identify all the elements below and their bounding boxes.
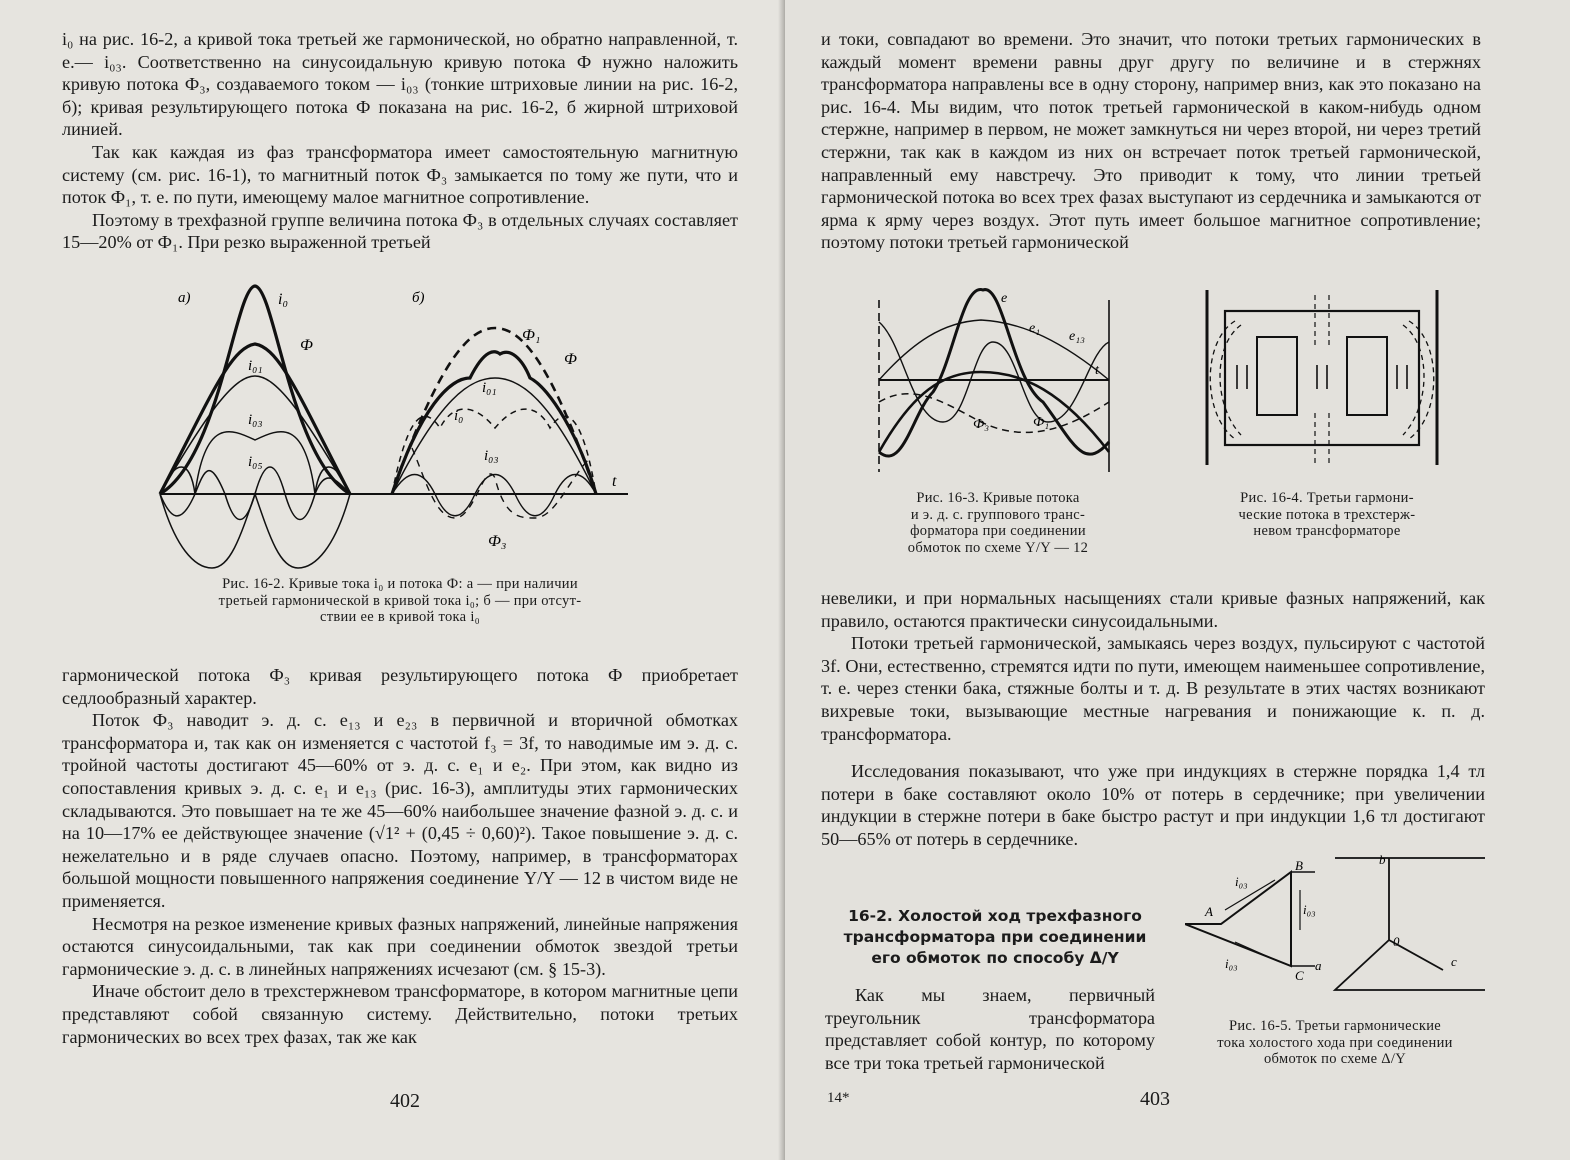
signature-mark: 14* [827,1090,850,1106]
paragraph: Так как каждая из фаз трансформатора имеет самостоятельную магнитную систему (см. рис. 16-1), то магнитный поток Ф₃ замыкается по тому же пути, что и поток Ф₁, т. е. по пути, имеющему малое магнитное сопротивление. [62,141,738,208]
figure-16-3-caption [863,490,1133,556]
curve-i03-b [392,475,596,516]
text-block-bottom [825,984,1155,1074]
paragraph: Потоки третьей гармонической, замыкаясь через воздух, пульсируют с частотой 3f. Они, естественно, стремятся идти по пути, имеющем наименьшее сопротивление, т. е. через стенки бака, стяжные болты и т. д. В результате в этих частях возникают вихревые токи, вызывающие местные нагревания и понижающие к. п. д. трансформатора. [821,633,1485,744]
caption-line: тока холостого хода при соединении [1217,1034,1453,1051]
label-i01-b: i₀₁ [482,380,497,396]
fig-label-a: а) [178,290,191,306]
paragraph: гармонической потока Ф₃ кривая результирующего потока Ф приобретает седлообразный характер. [62,665,738,708]
paragraph: Иначе обстоит дело в трехстержневом трансформаторе, в котором магнитные цепи представляют собой связанную систему. Действительно, потоки третьих гармонических во всех трех фазах, так же как [62,981,738,1047]
text-block-top [821,28,1481,254]
label-i05: i₀₅ [248,454,263,470]
figure-16-5-caption [1175,1018,1495,1068]
text-block-bottom [62,664,738,1048]
section-heading [825,906,1165,969]
curve-phi-b [392,352,596,494]
label-i03-bottom: i₀₃ [1225,956,1238,971]
caption-line: и э. д. с. группового транс- [910,506,1086,523]
label-A: A [1205,904,1213,919]
page-number: 402 [390,1090,420,1112]
curve-phi3-b [412,448,590,518]
paragraph: и токи, совпадают во времени. Это значит, что потоки третьих гармонических в каждый момент времени равны друг другу по величине и в стержнях трансформатора направлены все в одну сторону, например вниз, как это показано на рис. 16-4. Мы видим, что поток третьей гармонической в каком-нибудь одном стержне, например в первом, не может замкнуться ни через второй, ни через третий стержни, так как в каждом из них он встречает поток третьей гармонической, направленный ему навстречу. Это приводит к тому, что линии третьей гармонической потока во всех трех фазах выступают из сердечника и замыкаются от ярма к ярму через воздух. Этот путь имеет большое магнитное сопротивление; поэтому потоки третьей гармонической [821,29,1481,253]
heading-line: трансформатора при соединении [843,928,1147,946]
caption-line: обмоток по схеме Y/Y — 12 [907,539,1089,556]
paragraph: Поток Ф₃ наводит э. д. с. e₁₃ и e₂₃ в первичной и вторичной обмотках трансформатора и, так как он изменяется с частотой f₃ = 3f, то наводимые им э. д. с. тройной частоты достигают 45—60% от э. д. с. e₁ и e₂. При этом, как видно из сопоставления кривых э. д. с. e₁ и e₁₃ (рис. 16-3), амплитуды этих гармонических складываются. Это повышает на те же 45—60% наибольшее значение фазной э. д. с. и на 10—17% ее действующее значение (√1² + (0,45 ÷ 0,60)²). Такое повышение э. д. с. нежелательно и в ряде случаев опасно. Поэтому, например, в трансформаторах большой мощности повышенного напряжения соединение Y/Y — 12 в чистом виде не применяется. [62,710,738,911]
label-i0: i₀ [278,291,289,308]
label-e: e [1001,291,1008,306]
label-a: a [1315,958,1322,973]
label-phi3: Ф₃ [488,533,507,550]
caption-line: ческие потока в трехстерж- [1238,506,1416,523]
caption-line: Рис. 16-4. Третьи гармони- [1240,490,1414,506]
heading-line: его обмоток по способу Δ/Y [871,949,1119,967]
caption-line: обмоток по схеме Δ/Y [1263,1051,1407,1067]
paragraph: i₀ на рис. 16-2, а кривой тока третьей же гармонической, но обратно направленной, т. е.— i₀₃. Соответственно на синусоидальную кривую потока Ф нужно наложить кривую потока Ф₃, создаваемого током — i₀₃ (тонкие штриховые линии на рис. 16-2, б); кривая результирующего потока Ф показана на рис. 16-2, б жирной штриховой линией. [62,29,738,140]
label-i03-top: i₀₃ [1235,874,1248,889]
label-c: c [1451,954,1457,969]
caption-line: форматора при соединении [910,523,1086,539]
caption-line: невом трансформаторе [1253,523,1401,539]
label-B: B [1295,858,1303,873]
label-C: C [1295,968,1304,983]
curve-phi1 [879,372,1109,452]
label-phi1: Ф₁ [1033,415,1050,430]
label-i01: i₀₁ [248,358,263,374]
fig-label-b: б) [412,290,425,306]
label-b: b [1379,852,1386,867]
page-403 [785,0,1570,1160]
label-i03: i₀₃ [248,412,263,428]
paragraph: Несмотря на резкое изменение кривых фазных напряжений, линейные напряжения остаются синусоидальными, так как при соединении обмоток звездой третьи гармонические э. д. с. в линейных напряжениях исчезают (см. § 15-3). [62,913,738,979]
label-phi-b: Ф [564,351,577,368]
label-i03-b: i₀₃ [484,448,499,464]
label-i03-side: i₀₃ [1303,902,1316,917]
paragraph: Исследования показывают, что уже при индукциях в стержне порядка 1,4 тл потери в баке составляют около 10% от потерь в сердечнике; при увеличении индукции в стержне потери в баке быстро растут и при индукции 1,6 тл достигают 50—65% от потерь в сердечнике. [821,761,1485,849]
paragraph: Как мы знаем, первичный треугольник трансформатора представляет собой контур, по которому все три тока третьей гармонической [825,985,1155,1073]
figure-16-4 [1197,285,1447,470]
figure-16-5 [1185,850,1495,1000]
label-e13: e₁₃ [1069,329,1085,344]
axis-t: t [612,473,617,490]
caption-line: Рис. 16-5. Третьи гармонические [1228,1018,1442,1034]
text-block-mid [821,587,1485,745]
paragraph: Поэтому в трехфазной группе величина потока Ф₃ в отдельных случаях составляет 15—20% от Ф₁. При резко выраженной третьей [62,209,738,253]
figure-16-2 [150,278,640,578]
heading-line: 16-2. Холостой ход трехфазного [848,907,1142,925]
text-block-top [62,28,738,254]
label-o: 0 [1393,934,1400,949]
label-phi: Ф [300,337,313,354]
caption-line: Рис. 16-3. Кривые потока [916,490,1080,506]
caption-line: Рис. 16-2. Кривые тока i₀ и потока Ф: а — при наличии [222,576,578,592]
figure-16-4-caption [1197,490,1457,540]
label-t: t [1095,363,1099,378]
figure-16-2-caption [150,576,650,626]
figure-16-3 [873,282,1113,482]
paragraph: невелики, и при нормальных насыщениях стали кривые фазных напряжений, как правило, остаются практически синусоидальными. [821,588,1485,631]
label-phi1: Ф₁ [522,327,541,344]
text-block-research [821,760,1485,850]
page-number: 403 [1140,1088,1170,1110]
label-phi3: Ф₃ [973,417,990,432]
label-i0-b: i₀ [454,408,464,424]
caption-line: ствии ее в кривой тока i₀ [319,609,481,625]
caption-line: третьей гармонической в кривой тока i₀; б — при отсут- [218,592,582,609]
label-e1: e₁ [1029,321,1041,336]
curve-i03-negative [160,494,350,568]
